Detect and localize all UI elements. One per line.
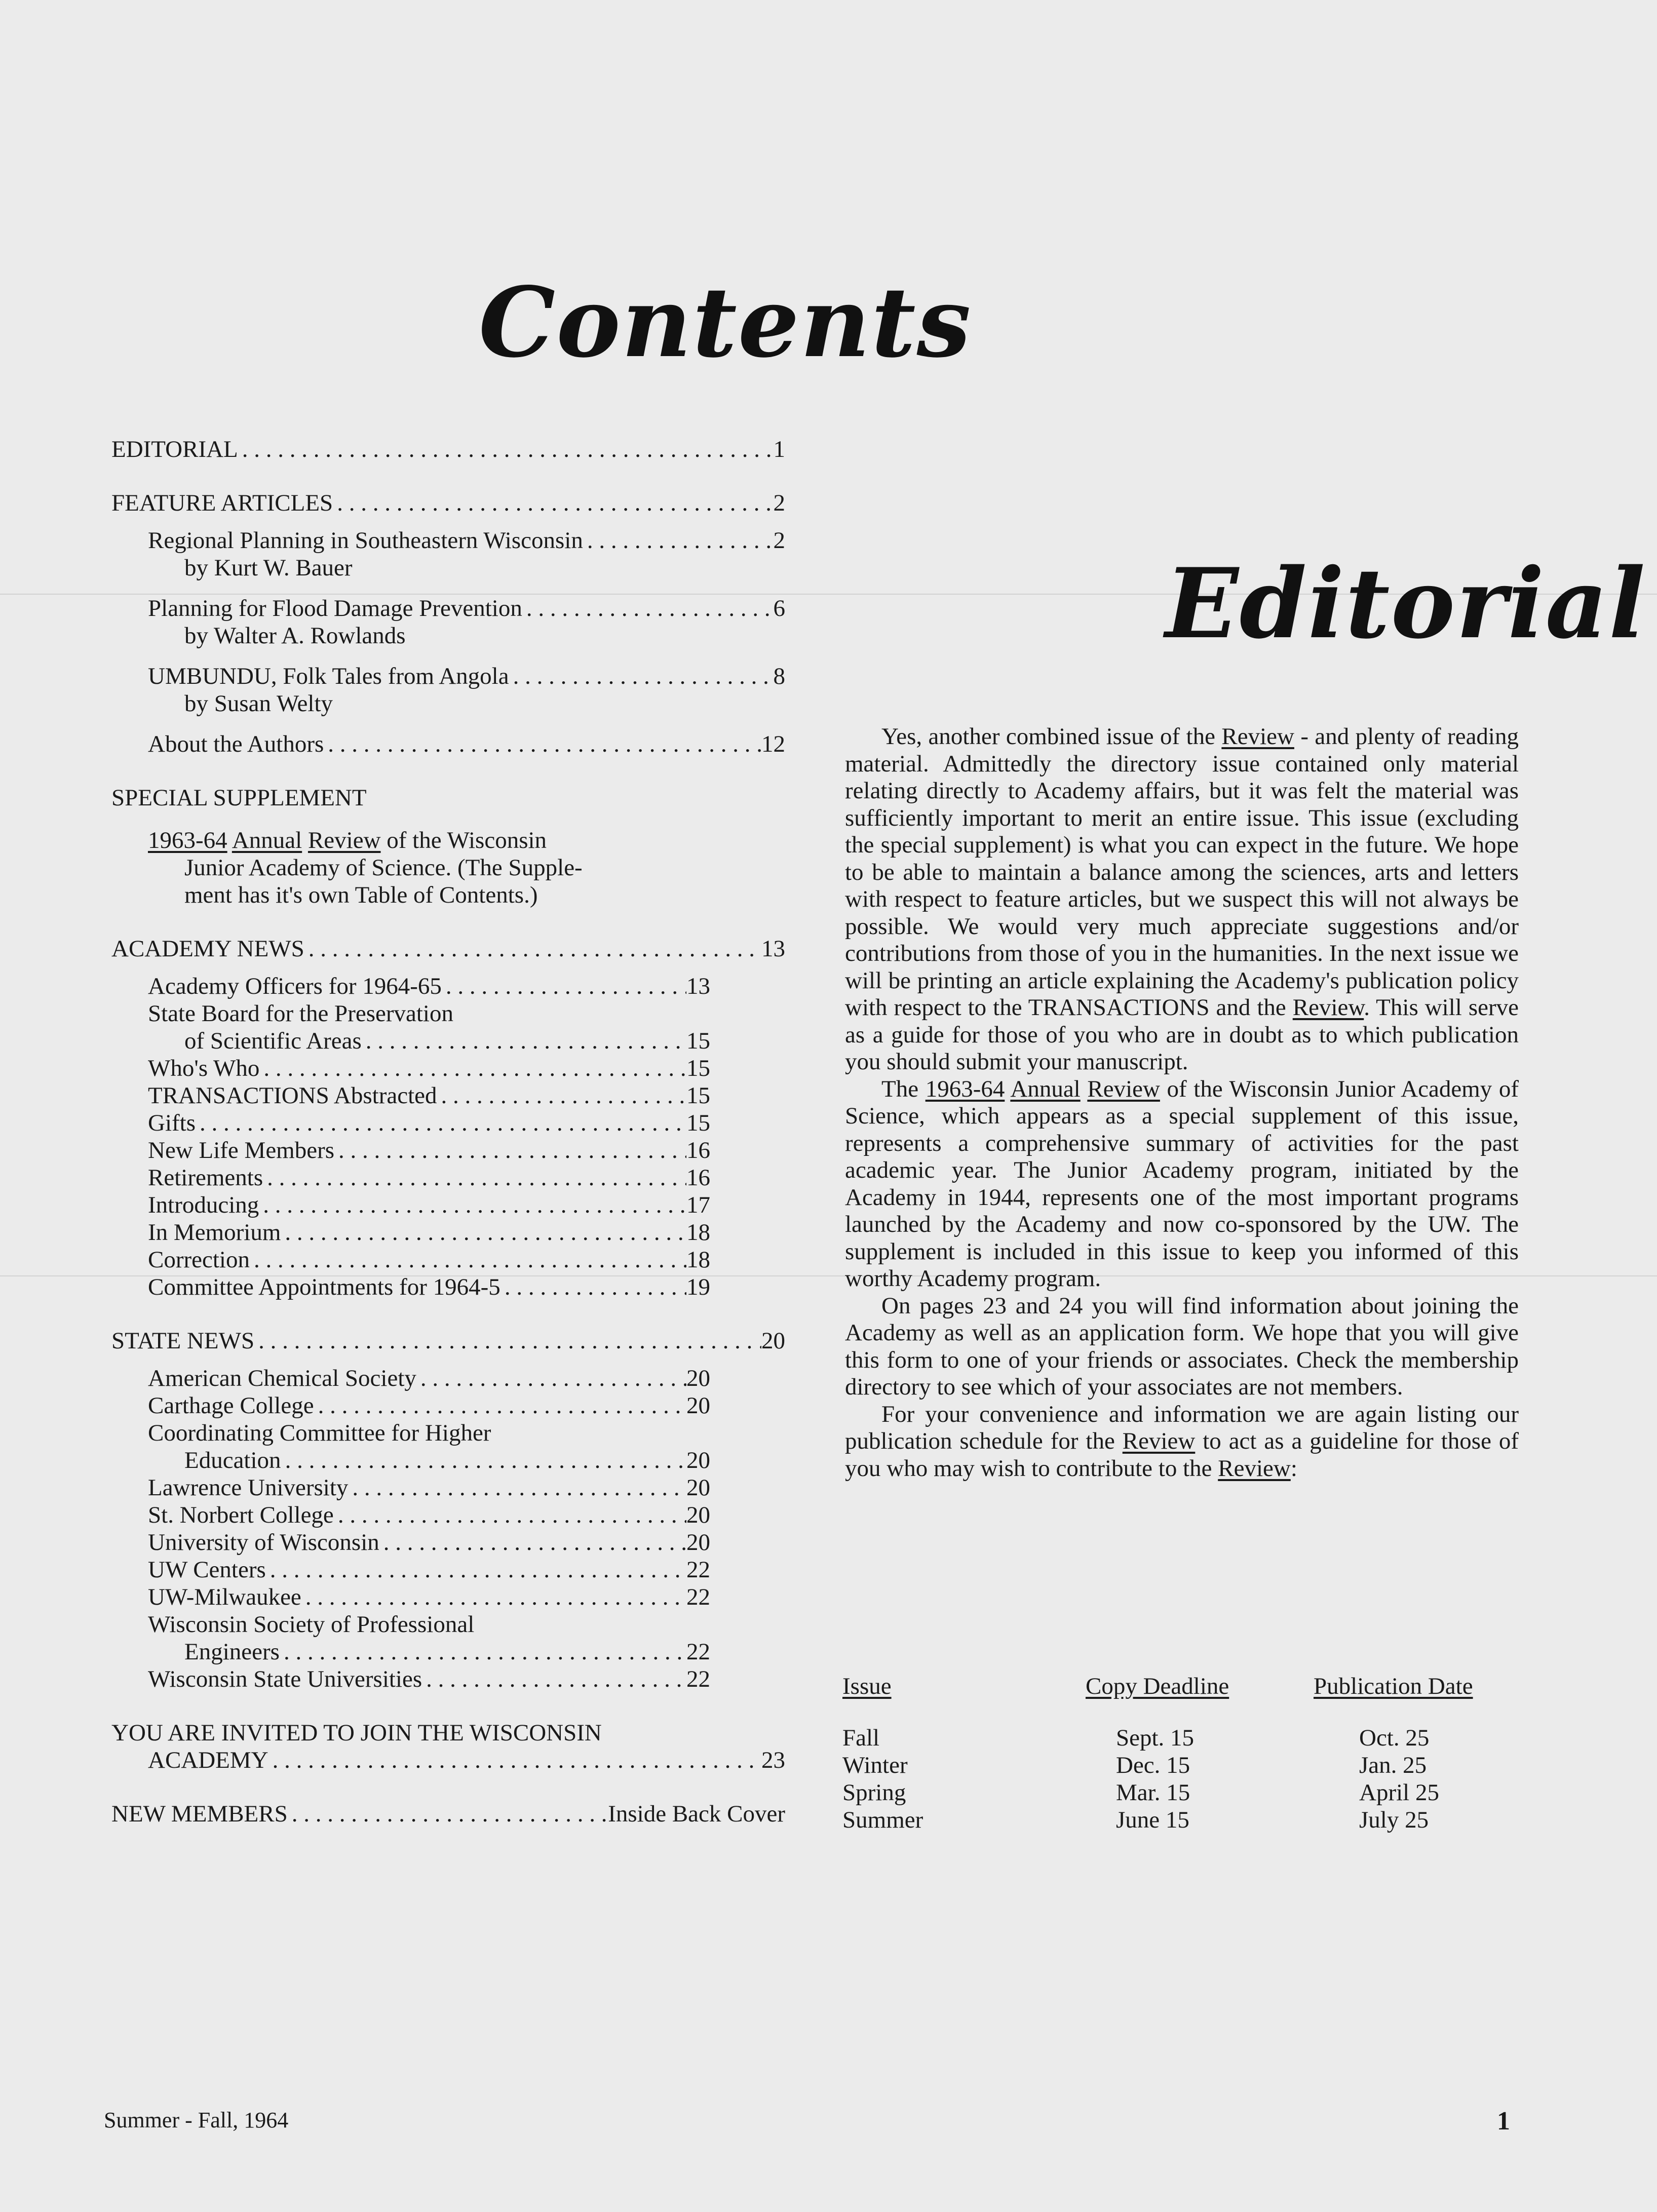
toc-label: In Memorium [148,1219,281,1246]
toc-article[interactable] [148,595,785,649]
toc-page: 18 [686,1247,710,1273]
table-header [842,1673,1521,1700]
page-number: 1 [1497,2107,1510,2136]
toc-item[interactable] [148,1246,710,1273]
toc-item[interactable] [148,1501,710,1529]
toc-label: of Scientific Areas [184,1028,362,1054]
leader-dots [301,1583,686,1611]
leader-dots [416,1365,686,1392]
toc-item[interactable] [148,1556,710,1583]
leader-dots [268,1747,761,1774]
special-supplement-note: 1963-64 Annual Review of the Wisconsin Junior Academy of Science. (The Supple- ment has it's own Table of Contents.) [148,827,583,908]
toc-page: 8 [773,663,785,689]
leader-dots [334,1501,686,1529]
leader-dots [280,1638,686,1665]
toc-page: 1 [773,436,785,462]
toc-page: 20 [686,1365,710,1391]
leader-dots [334,1137,686,1164]
leader-dots [254,1327,761,1354]
toc-label: Correction [148,1247,250,1273]
table-row [842,1724,1521,1752]
toc-page: 20 [686,1392,710,1419]
leader-dots [281,1447,686,1474]
toc-page: 6 [773,595,785,622]
table-cell: Mar. 15 [1116,1779,1190,1806]
academy-news-list [111,973,710,1301]
article-author: by Kurt W. Bauer [184,555,353,581]
toc-article[interactable] [148,527,785,581]
leader-dots [266,1556,686,1583]
table-cell: Winter [842,1752,908,1778]
column-header: Publication Date [1314,1673,1473,1699]
toc-label: Coordinating Committee for Higher [148,1420,491,1446]
leader-dots [281,1219,686,1246]
leader-dots [263,1164,686,1191]
toc-label: Introducing [148,1192,259,1218]
toc-entry-new-members[interactable] [111,1800,785,1828]
leader-dots [362,1027,686,1055]
column-header: Copy Deadline [1086,1673,1229,1699]
column-header: Issue [842,1673,892,1699]
toc-item[interactable] [148,1665,710,1693]
toc-label: YOU ARE INVITED TO JOIN THE WISCONSIN [111,1720,602,1746]
article-author: by Susan Welty [184,690,333,717]
toc-entry-state-news[interactable] [111,1327,785,1354]
toc-page: 16 [686,1165,710,1191]
leader-dots [333,489,773,517]
toc-entry-editorial[interactable] [111,436,785,463]
toc-item[interactable] [148,1474,710,1501]
publication-schedule-table [842,1673,1521,1834]
toc-label: ACADEMY [148,1747,268,1773]
toc-item[interactable] [148,1611,710,1638]
editorial-paragraph: The 1963-64 Annual Review of the Wisconsin Junior Academy of Science, which appears as a special supplement of this issue, represents a comprehensive summary of activities for the past academic year. The Junior Academy program, initiated by the Academy in 1944, represents one of the most important programs launched by the Academy and now co-sponsored by the UW. The supplement is included in this issue to keep you informed of this worthy Academy program. [845,1075,1519,1292]
toc-label: State Board for the Preservation [148,1000,453,1027]
toc-page: 2 [773,527,785,554]
toc-label: About the Authors [148,731,324,757]
toc-item[interactable] [148,1191,710,1219]
article-author: by Walter A. Rowlands [184,623,406,649]
leader-dots [500,1273,686,1301]
toc-label: ACADEMY NEWS [111,936,304,962]
table-cell: Sept. 15 [1116,1725,1194,1751]
editorial-paragraph: Yes, another combined issue of the Review - and plenty of reading material. Admittedly the directory issue contained only material relating directly to Academy affairs, but it was felt the material was sufficiently important to merit an entire issue. This issue (excluding the special supplement) is what you can expect in the future. We hope to be able to maintain a balance among the sciences, arts and letters with respect to feature articles, but we suspect this will not always be possible. We would very much appreciate suggestions and/or contributions from those of you in the humanities. In the next issue we will be printing an article explaining the Academy's publication policy with respect to the TRANSACTIONS and the Review. This will serve as a guide for those of you who are in doubt as to which publication you should submit your manuscript. [845,723,1519,1075]
table-cell: Jan. 25 [1359,1752,1427,1778]
toc-page: 20 [686,1529,710,1556]
toc-label: STATE NEWS [111,1328,255,1354]
toc-page: 22 [686,1584,710,1610]
table-row [842,1779,1521,1806]
toc-page: 17 [686,1192,710,1218]
leader-dots [288,1800,608,1828]
toc-item[interactable] [148,1583,710,1611]
toc-item[interactable] [148,1365,710,1392]
toc-page: 19 [686,1274,710,1300]
table-of-contents [111,436,785,1828]
leader-dots [522,595,774,622]
toc-entry-feature-articles[interactable] [111,489,785,517]
toc-item[interactable] [148,1137,710,1164]
toc-page: 20 [761,1328,785,1354]
leader-dots [304,935,761,962]
toc-item[interactable] [148,1109,710,1137]
toc-label: Retirements [148,1165,263,1191]
article-title: Regional Planning in Southeastern Wisconsin [148,527,583,554]
leader-dots [324,730,761,758]
toc-item[interactable] [148,1164,710,1191]
toc-page: 15 [686,1028,710,1054]
toc-label: EDITORIAL [111,436,238,462]
toc-label: UW Centers [148,1557,266,1583]
table-cell: Oct. 25 [1359,1725,1430,1751]
toc-item[interactable] [148,1529,710,1556]
issue-date: Summer - Fall, 1964 [104,2108,289,2132]
state-news-list [111,1365,710,1693]
toc-article[interactable] [148,663,785,717]
toc-item[interactable] [148,1082,710,1109]
toc-label: New Life Members [148,1137,335,1163]
toc-label: TRANSACTIONS Abstracted [148,1082,437,1109]
toc-label: NEW MEMBERS [111,1801,288,1827]
toc-label: St. Norbert College [148,1502,334,1528]
toc-item[interactable] [148,1447,710,1474]
toc-label: Wisconsin Society of Professional [148,1611,475,1638]
article-title: Planning for Flood Damage Prevention [148,595,522,622]
toc-label: University of Wisconsin [148,1529,379,1556]
toc-entry-about-authors[interactable] [148,730,785,758]
table-row [842,1752,1521,1779]
article-title: UMBUNDU, Folk Tales from Angola [148,663,509,689]
toc-label: Education [184,1447,281,1473]
leader-dots [583,527,774,554]
leader-dots [509,663,774,690]
leader-dots [442,973,686,1000]
toc-item[interactable] [148,1419,710,1447]
table-cell: Fall [842,1725,880,1751]
toc-page: 15 [686,1082,710,1109]
toc-page: 16 [686,1137,710,1163]
feature-articles-list [111,527,785,758]
toc-page: 18 [686,1219,710,1246]
table-cell: July 25 [1359,1807,1429,1833]
toc-label: UW-Milwaukee [148,1584,301,1610]
leader-dots [437,1082,687,1109]
toc-label: Who's Who [148,1055,260,1081]
toc-item[interactable] [148,1638,710,1665]
toc-page: 13 [761,936,785,962]
table-row [842,1806,1521,1834]
toc-label: American Chemical Society [148,1365,416,1391]
editorial-paragraph: On pages 23 and 24 you will find information about joining the Academy as well as an application form. We hope that you will give this form to one of your friends or associates. Check the membership directory to see which of your associates are not members. [845,1292,1519,1400]
table-cell: Dec. 15 [1116,1752,1190,1778]
toc-page: Inside Back Cover [608,1801,785,1827]
toc-item[interactable] [148,1055,710,1082]
editorial-paragraph: For your convenience and information we are again listing our publication schedule for the Review to act as a guideline for those of you who may wish to contribute to the Review: [845,1401,1519,1482]
table-cell: Spring [842,1779,906,1806]
toc-page: 22 [686,1639,710,1665]
toc-page: 2 [773,490,785,516]
toc-label: Engineers [184,1639,280,1665]
table-cell: Summer [842,1807,923,1833]
toc-label: Wisconsin State Universities [148,1666,422,1692]
table-cell: June 15 [1116,1807,1189,1833]
leader-dots [259,1055,686,1082]
toc-page: 15 [686,1110,710,1136]
toc-entry-special-supplement[interactable]: SPECIAL SUPPLEMENT [111,785,367,811]
editorial-heading: Editorial [1165,547,1646,660]
toc-item[interactable] [148,1392,710,1419]
toc-page: 23 [761,1747,785,1773]
toc-label: Gifts [148,1110,196,1136]
toc-label: FEATURE ARTICLES [111,490,333,516]
toc-item[interactable] [148,1027,710,1055]
toc-label: Lawrence University [148,1474,349,1501]
contents-heading: Contents [479,266,972,379]
leader-dots [250,1246,686,1273]
toc-page: 15 [686,1055,710,1081]
editorial-body [845,723,1519,1482]
toc-item[interactable] [148,1273,710,1301]
leader-dots [196,1109,686,1137]
toc-label: Carthage College [148,1392,314,1419]
leader-dots [314,1392,686,1419]
leader-dots [348,1474,686,1501]
leader-dots [422,1665,686,1693]
toc-label: Committee Appointments for 1964-5 [148,1274,500,1300]
toc-page: 22 [686,1557,710,1583]
toc-page: 12 [761,731,785,757]
table-cell: April 25 [1359,1779,1439,1806]
toc-item[interactable] [148,1000,710,1027]
leader-dots [379,1529,686,1556]
toc-page: 22 [686,1666,710,1692]
toc-page: 20 [686,1502,710,1528]
toc-item[interactable] [148,973,710,1000]
toc-page: 20 [686,1474,710,1501]
toc-page: 20 [686,1447,710,1473]
toc-entry-academy-news[interactable] [111,935,785,962]
toc-item[interactable] [148,1219,710,1246]
leader-dots [259,1191,686,1219]
toc-entry-invite[interactable] [111,1719,785,1774]
toc-label: Academy Officers for 1964-65 [148,973,442,999]
leader-dots [238,436,774,463]
toc-page: 13 [686,973,710,999]
